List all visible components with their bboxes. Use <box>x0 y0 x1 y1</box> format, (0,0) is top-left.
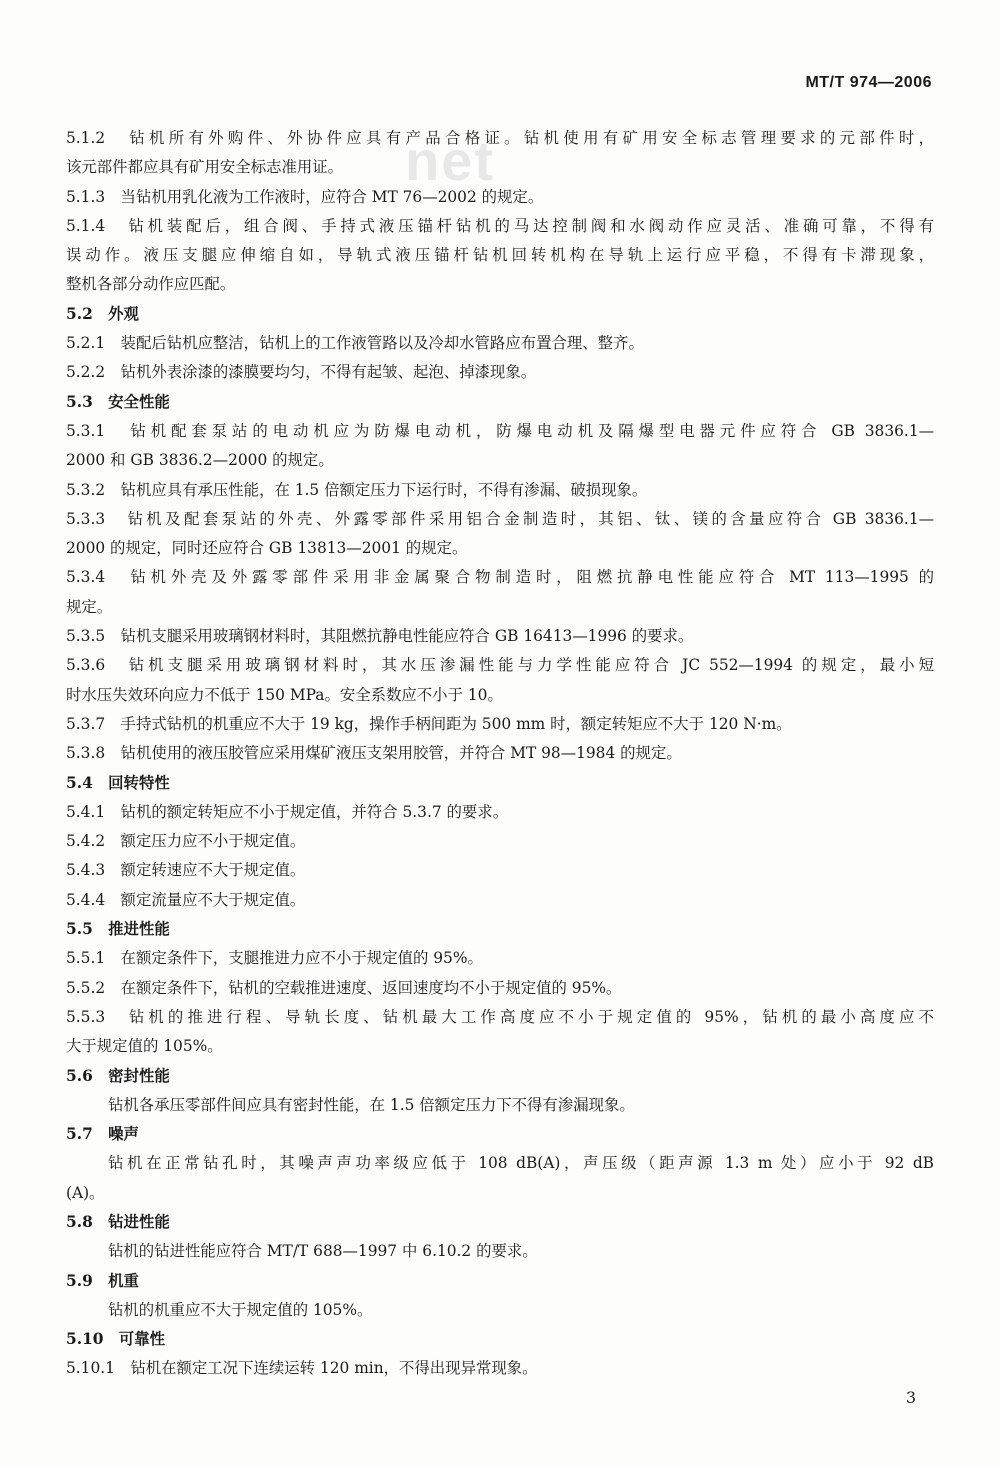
text-line: 误动作。液压支腿应伸缩自如，导轨式液压锚杆钻机回转机构在导轨上运行应平稳，不得有卡滞现象， <box>66 246 934 265</box>
text-line: 5.3.4 钻机外壳及外露零部件采用非金属聚合物制造时，阻燃抗静电性能应符合 MT 113—1995 的 <box>66 568 934 587</box>
text-line: 钻机的机重应不大于规定值的 105%。 <box>108 1300 373 1319</box>
text-line: 5.3.2 钻机应具有承压性能，在 1.5 倍额定压力下运行时，不得有渗漏、破损现象。 <box>66 480 648 499</box>
text-line: 5.3.1 钻机配套泵站的电动机应为防爆电动机，防爆电动机及隔爆型电器元件应符合 GB 3836.1— <box>66 421 934 440</box>
text-line: 5.3.6 钻机支腿采用玻璃钢材料时，其水压渗漏性能与力学性能应符合 JC 552—1994 的规定，最小短 <box>66 656 934 675</box>
text-line: 5.4.2 额定压力应不小于规定值。 <box>66 832 306 851</box>
section-heading: 5.9 机重 <box>66 1271 139 1290</box>
body-text <box>66 124 934 1384</box>
text-line: 5.1.2 钻机所有外购件、外协件应具有产品合格证。钻机使用有矿用安全标志管理要求的元部件时， <box>66 129 934 147</box>
text-line: 5.4.4 额定流量应不大于规定值。 <box>66 890 306 909</box>
text-line: 时水压失效环向应力不低于 150 MPa。安全系数应不小于 10。 <box>66 685 503 704</box>
page-number: 3 <box>905 1388 916 1407</box>
text-line: 5.5.2 在额定条件下，钻机的空载推进速度、返回速度均不小于规定值的 95%。 <box>66 978 622 997</box>
text-line: 5.3.8 钻机使用的液压胶管应采用煤矿液压支架用胶管，并符合 MT 98—1984 的规定。 <box>66 744 682 763</box>
text-line: 5.3.3 钻机及配套泵站的外壳、外露零部件采用铝合金制造时，其铝、钛、镁的含量应符合 GB 3836.1— <box>66 509 934 528</box>
watermark-text: net <box>405 129 495 192</box>
text-line: 2000 的规定，同时还应符合 GB 13813—2001 的规定。 <box>66 539 468 558</box>
section-heading: 5.8 钻进性能 <box>66 1212 170 1231</box>
text-line: 5.4.1 钻机的额定转矩应不小于规定值，并符合 5.3.7 的要求。 <box>66 802 509 821</box>
text-line: 钻机的钻进性能应符合 MT/T 688—1997 中 6.10.2 的要求。 <box>108 1242 538 1261</box>
text-line: 5.10.1 钻机在额定工况下连续运转 120 min，不得出现异常现象。 <box>66 1359 538 1378</box>
text-line: 钻机在正常钻孔时，其噪声声功率级应低于 108 dB(A)，声压级（距声源 1.3 m 处）应小于 92 dB <box>108 1154 934 1173</box>
text-line: 规定。 <box>66 597 113 616</box>
section-heading: 5.2 外观 <box>66 304 139 323</box>
text-line: 5.4.3 额定转速应不大于规定值。 <box>66 861 306 880</box>
text-line: 5.1.3 当钻机用乳化液为工作液时，应符合 MT 76—2002 的规定。 <box>66 187 544 206</box>
standard-code: MT/T 974—2006 <box>805 74 932 91</box>
text-line: 该元部件都应具有矿用安全标志准用证。 <box>66 158 344 177</box>
text-line: 钻机各承压零部件间应具有密封性能，在 1.5 倍额定压力下不得有渗漏现象。 <box>108 1095 635 1114</box>
section-heading: 5.3 安全性能 <box>66 392 170 411</box>
text-line: 5.5.1 在额定条件下，支腿推进力应不小于规定值的 95%。 <box>66 949 483 968</box>
text-line: 大于规定值的 105%。 <box>66 1037 223 1056</box>
section-heading: 5.4 回转特性 <box>66 773 170 792</box>
text-line: 2000 和 GB 3836.2—2000 的规定。 <box>66 451 334 470</box>
section-heading: 5.5 推进性能 <box>66 920 170 939</box>
text-line: 5.3.5 钻机支腿采用玻璃钢材料时，其阻燃抗静电性能应符合 GB 16413—1996 的要求。 <box>66 627 694 646</box>
section-heading: 5.10 可靠性 <box>66 1330 166 1349</box>
text-line: 5.2.2 钻机外表涂漆的漆膜要均匀，不得有起皱、起泡、掉漆现象。 <box>66 363 537 382</box>
text-line: 5.1.4 钻机装配后，组合阀、手持式液压锚杆钻机的马达控制阀和水阀动作应灵活、准确可靠，不得有 <box>66 216 934 235</box>
text-line: (A)。 <box>66 1183 105 1202</box>
text-line: 5.2.1 装配后钻机应整洁，钻机上的工作液管路以及冷却水管路应布置合理、整齐。 <box>66 334 644 353</box>
section-heading: 5.7 噪声 <box>66 1125 139 1144</box>
section-heading: 5.6 密封性能 <box>66 1066 170 1085</box>
text-line: 5.5.3 钻机的推进行程、导轨长度、钻机最大工作高度应不小于规定值的 95%，钻机的最小高度应不 <box>66 1007 934 1026</box>
text-line: 整机各部分动作应匹配。 <box>66 275 236 294</box>
text-line: 5.3.7 手持式钻机的机重应不大于 19 kg，操作手柄间距为 500 mm 时，额定转矩应不大于 120 N·m。 <box>66 714 792 733</box>
